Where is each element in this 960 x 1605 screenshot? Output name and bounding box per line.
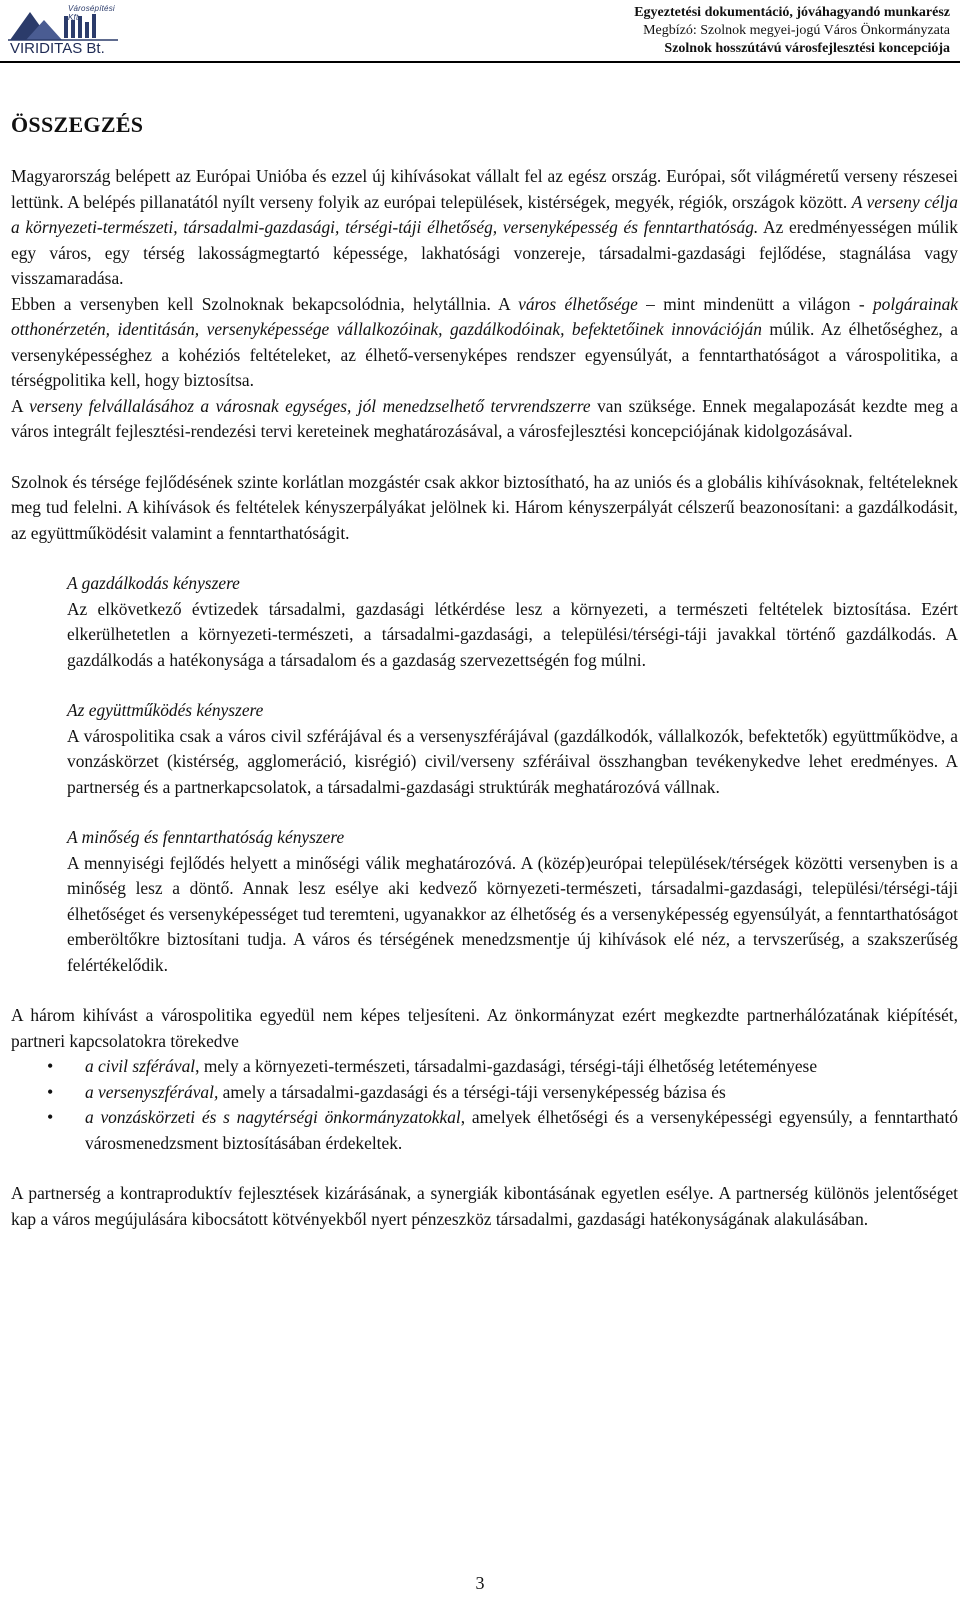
paragraph-constraints: Szolnok és térsége fejlődésének szinte korlátlan mozgástér csak akkor biztosítható, ha az uniós és a globális kihívásoknak, feltételeknek meg tud felelni. A kihívások és feltételek kényszerpályákat jelölnek ki. Három kényszerpályát célszerű beazonosítani: a gazdálkodásit, az együttműködésit valamint a fenntarthatóságit.	[11, 471, 958, 543]
p3-text-a: A	[11, 395, 23, 416]
page-header	[0, 0, 960, 64]
p3-text-c: van szüksége. Ennek megalapozását kezdte meg a város integrált fejlesztési-rendezési tervi kereteinek meghatározásával, a városfejlesztési koncepciójának kidolgozásával.	[11, 395, 958, 441]
subsection-cooperation-text: A várospolitika csak a város civil szférájával és a versenyszférájával (gazdálkodók, vállalkozók, befektetők) együttműködve, a vonzáskörzet (kistérség, agglomeráció, kisrégió) civil/verseny szféráival összhangban tevékenykedve lehet eredményes. A partnerség és a partnerkapcsolatok, a társadalmi-gazdasági struktúrák meghatározóvá vállnak.	[67, 725, 958, 797]
paragraph-partnership-intro: A három kihívást a várospolitika egyedül nem képes teljesíteni. Az önkormányzat ezért megkezdte partnerhálózatának kiépítését, partneri kapcsolatokra törekedve	[11, 1005, 958, 1051]
partner-list	[11, 1054, 958, 1156]
subsection-quality-title: A minőség és fenntarthatóság kényszere	[67, 827, 345, 847]
logo-subtitle: Városépítési Kft	[68, 4, 115, 22]
p2-text-c: mint mindenütt a világon -	[663, 293, 865, 314]
list-item-emphasis: a civil szférával	[85, 1056, 196, 1076]
subsection-quality-text: A mennyiségi fejlődés helyett a minőségi válik meghatározóvá. A (közép)európai települések/térségek közötti versenyben is a minőség lesz a döntő. Annak lesz esélye aki kedvező környezeti-természeti, társadalmi-gazdasági, települési/térségi-táji élhetőséget és versenyképességet tud teremteni, ugyanakkor az élhetőség és a versenyképesség egyensúlyát, a fenntarthatóságot emberöltőkre biztosítani tudja. A város és térségének menedzsmentje új kihívások elé néz, a tervszerűség, a szakszerűség felértékelődik.	[67, 852, 958, 975]
paragraph-competition: Ebben a versenyben kell Szolnoknak bekapcsolódnia, helytállnia. A város élhetősége – mint mindenütt a világon - polgárainak otthonérzetén, identitásán, versenyképessége vállalkozóinak, gazdálkodóinak, befektetőinek innovációján múlik. Az élhetőséghez, a versenyképességhez a kohéziós feltételeket, az élhető-versenyképes rendszer egyensúlyát, a fenntarthatóságot a várospolitika, a térségpolitika kell, hogy biztosítsa.	[11, 293, 958, 390]
p2-text-a: Ebben a versenyben kell Szolnoknak bekapcsolódnia, helytállnia. A	[11, 293, 510, 314]
paragraph-intro	[11, 164, 958, 292]
paragraph-plan-system	[11, 394, 958, 445]
subsection-quality	[67, 825, 958, 978]
header-line-1: Egyeztetési dokumentáció, jóváhagyandó munkarész	[634, 5, 950, 20]
list-item	[11, 1105, 958, 1156]
p2-text-d: polgárainak otthonérzetén, identitásán, versenyképessége vállalkozóinak, gazdálkodóinak, befektetőinek innovációján	[11, 293, 958, 339]
document-body	[11, 108, 958, 1232]
page-number: 3	[475, 1573, 485, 1593]
p1-text-b: A verseny célja a környezeti-természeti, társadalmi-gazdasági, térségi-táji élhetőség, versenyképesség és fenntarthatóság.	[11, 191, 958, 237]
subsection-economy-title: A gazdálkodás kényszere	[67, 573, 240, 593]
header-divider	[0, 61, 960, 63]
list-item	[11, 1080, 958, 1106]
company-logo	[8, 2, 118, 60]
list-item-text: , amelyek élhetőségi és a versenyképességi egyensúly, a fenntartható városmenedzsment biztosításában érdekeltek.	[85, 1107, 958, 1153]
list-item	[11, 1054, 958, 1080]
p1-text-c: Az eredményességen múlik egy város, egy térség lakosságmegtartó képessége, lakhatósági vonzereje, társadalmi-gazdasági fejlődése, stagnálása vagy visszamaradása.	[11, 217, 959, 288]
subsection-cooperation-title: Az együttműködés kényszere	[67, 700, 264, 720]
p2-text-e: múlik. Az élhetőséghez, a versenyképességhez a kohéziós feltételeket, az élhető-versenyképes rendszer egyensúlyát, a fenntarthatóságot a várospolitika, a térségpolitika kell, hogy biztosítsa.	[11, 319, 958, 390]
list-item-emphasis: a versenyszférával,	[85, 1081, 219, 1102]
subsection-economy	[67, 571, 958, 673]
subsection-economy-text: Az elkövetkező évtizedek társadalmi, gazdasági létkérdése lesz a környezeti, a természeti feltételek biztosítása. Ezért elkerülhetetlen a környezeti-természeti, a társadalmi-gazdasági, a települési/térségi-táji javakkal történő gazdálkodás. A gazdálkodás a hatékonysága a társadalom és a gazdaság szervezettségén fog múlni.	[67, 598, 958, 670]
p2-text-b: város élhetősége	[518, 293, 638, 314]
p1-text-a: Magyarország belépett az Európai Unióba és ezzel új kihívásokat vállalt fel az egész ország. Európai, sőt világméretű verseny részesei lettünk. A belépés pillanatától nyílt verseny folyik az európai települések, kistérségek, megyék, régiók, országok között.	[11, 166, 958, 212]
section-title: ÖSSZEGZÉS	[11, 112, 144, 137]
logo-company-name: VIRIDITAS Bt.	[10, 40, 105, 57]
header-info	[634, 4, 950, 58]
subsection-cooperation	[67, 698, 958, 800]
p3-text-b: verseny felvállalásához a városnak egységes, jól menedzselhető tervrendszerre	[29, 395, 591, 416]
header-line-2: Megbízó: Szolnok megyei-jogú Város Önkormányzata	[643, 23, 950, 38]
list-item-text: amely a társadalmi-gazdasági és a térségi-táji versenyképesség bázisa és	[218, 1081, 726, 1102]
paragraph-partnership-conclusion: A partnerség a kontraproduktív fejlesztések kizárásának, a synergiák kibontásának egyetlen esélye. A partnerség különös jelentőséget kap a város megújulására kibocsátott kötvényekből nyert pénzeszköz társadalmi, gazdasági hatékonyságának alakulásában.	[11, 1183, 958, 1229]
list-item-text: , mely a környezeti-természeti, társadalmi-gazdasági, térségi-táji élhetőség letéteményese	[195, 1056, 818, 1076]
list-item-emphasis: a vonzáskörzeti és s nagytérségi önkormányzatokkal	[85, 1107, 461, 1127]
header-line-3: Szolnok hosszútávú városfejlesztési koncepciója	[664, 41, 950, 56]
